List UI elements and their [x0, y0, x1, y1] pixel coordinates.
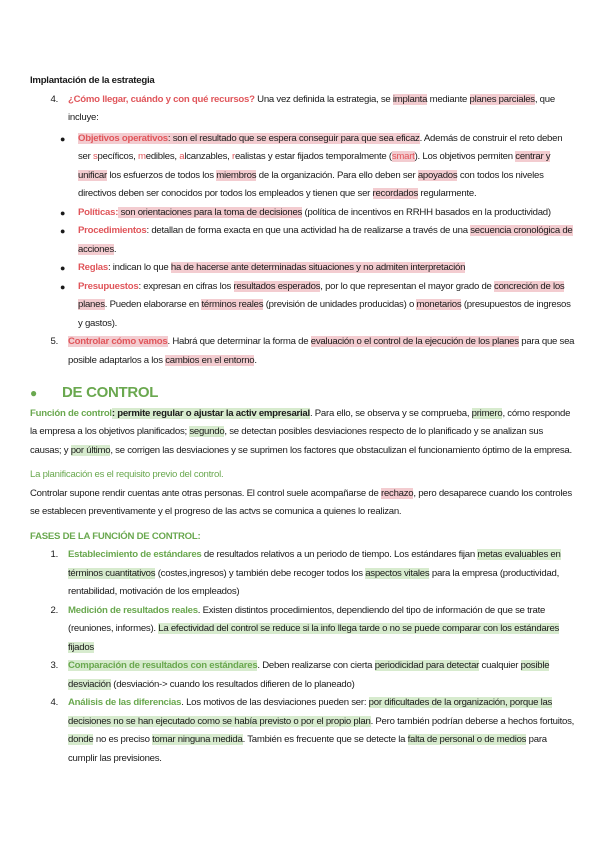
control-paragraph-1: Función de control: permite regular o ajustar la activ empresarial. Para ello, se observa y se comprueba, primero, cómo responde la empresa a los objetivos planificados; segundo, se detectan posibles desviaciones respecto de lo planificado y se analizan sus causas; y por último, se corrigen las desviaciones y se suprimen los factores que obstaculizan el funcionamiento óptimo de la empresa. — [30, 407, 572, 456]
item-number: 4. — [50, 697, 58, 708]
control-paragraph-3: Controlar supone rendir cuentas ante otras personas. El control suele acompañarse de rechazo, pero desaparece cuando los controles se establecen preventivamente y el progreso de las actvs se comunica a quienes lo realizan. — [30, 487, 572, 517]
item-label: Análisis de las diferencias — [68, 697, 182, 708]
item-label: Controlar cómo vamos — [68, 336, 168, 347]
bullet-dot: ● — [60, 263, 66, 273]
list-item-4 — [30, 91, 575, 128]
bullet-label: Presupuestos — [78, 280, 139, 292]
fase-2 — [30, 602, 575, 658]
control-heading — [30, 384, 575, 403]
bullet-procedimientos — [30, 222, 575, 259]
item-number: 4. — [50, 93, 58, 105]
item-label: Medición de resultados reales — [68, 604, 198, 616]
item-text: ¿Cómo llegar, cuándo y con qué recursos? Una vez definida la estrategia, se implanta mediante planes parciales, que incluye: — [68, 93, 555, 123]
fase-4 — [30, 694, 575, 768]
bullet-text: Reglas: indican lo que ha de hacerse ante determinadas situaciones y no admiten interpretación — [78, 262, 466, 273]
item-text: Controlar cómo vamos. Habrá que determinar la forma de evaluación o el control de la ejecución de los planes para que sea posible adaptarlos a los cambios en el entorno. — [68, 336, 575, 366]
bullet-text: Políticas: son orientaciones para la toma de decisiones (política de incentivos en RRHH basados en la productividad) — [78, 206, 551, 218]
item-number: 1. — [50, 549, 58, 560]
bullet-dot: ● — [60, 226, 66, 236]
item-text: Medición de resultados reales. Existen distintos procedimientos, dependiendo del tipo de información de que se trate (reuniones, informes). La efectividad del control se reduce si la info llega tarde o no se puede comparar con los estándares fijados — [68, 604, 560, 653]
bullet-text: Procedimientos: detallan de forma exacta en que una actividad ha de realizarse a través de una secuencia cronológica de acciones. — [78, 225, 573, 255]
item-label: Comparación de resultados con estándares — [68, 660, 258, 671]
item-label: Establecimiento de estándares — [68, 549, 202, 560]
bullet-dot: ● — [60, 207, 66, 218]
bullet-presupuestos — [30, 278, 575, 334]
list-item-5 — [30, 333, 575, 370]
bullet-label: Objetivos operativos — [78, 132, 168, 144]
item-text: Comparación de resultados con estándares. Deben realizarse con cierta periodicidad para detectar cualquier posible desviación (desviación-> cuando los resultados difieren de lo planeado) — [68, 660, 550, 690]
bullet-dot: ● — [60, 133, 66, 144]
bullet-label: Procedimientos — [78, 225, 147, 236]
bullet-reglas — [30, 259, 575, 278]
fases-title: FASES DE LA FUNCIÓN DE CONTROL: — [30, 530, 201, 542]
item-number: 2. — [50, 604, 58, 616]
item-text: Establecimiento de estándares de resultados relativos a un periodo de tiempo. Los estándares fijan metas evaluables en términos cuantitativos (costes,ingresos) y también debe recoger todos los aspectos vitales para la empresa (productividad, rentabilidad, motivación de los empleados) — [68, 549, 561, 597]
fase-1 — [30, 546, 575, 602]
section-title: Implantación de la estrategia — [30, 75, 155, 86]
item-number: 3. — [50, 660, 58, 671]
bullet-politicas — [30, 204, 575, 223]
item-text: Análisis de las diferencias. Los motivos de las desviaciones pueden ser: por dificultades de la organización, porque las decisiones no se han ejecutado como se había previsto o por el propio plan. Pero también podrían deberse a hechos fortuitos, donde no es preciso tomar ninguna medida. También es frecuente que se detecte la falta de personal o de medios para cumplir las previsiones. — [68, 697, 575, 764]
document-body — [30, 72, 575, 768]
bullet-objetivos — [30, 130, 575, 204]
fase-3 — [30, 657, 575, 694]
bullet-text: Presupuestos: expresan en cifras los resultados esperados, por lo que representan el mayor grado de concreción de los planes. Pueden elaborarse en términos reales (previsión de unidades producidas) o monetarios (presupuestos de ingresos y gastos). — [78, 280, 571, 329]
item-number: 5. — [50, 336, 58, 347]
highlight: planes parciales — [469, 93, 535, 105]
bullet-label: Reglas — [78, 262, 108, 273]
highlight: implanta — [392, 93, 428, 105]
heading-text: DE CONTROL — [62, 384, 159, 401]
control-paragraph-2: La planificación es el requisito previo del control. — [30, 469, 224, 480]
item-question: ¿Cómo llegar, cuándo y con qué recursos? — [68, 93, 255, 105]
bullet-label: Políticas: — [78, 206, 119, 218]
paragraph-label: Función de control — [30, 407, 112, 419]
bullet-dot: ● — [60, 281, 66, 292]
bullet-text: Objetivos operativos: son el resultado que se espera conseguir para que sea eficaz. Además de construir el reto deben ser specíficos, medibles, alcanzables, realistas y estar fijados temporalmente (smart). Los objetivos permiten centrar y unificar los esfuerzos de todos los miembros de la organización. Para ello deben ser apoyados con todos los niveles directivos deben ser conocidos por todos los empleados y tienen que ser recordados regularmente. — [78, 132, 563, 199]
heading-bullet: ● — [30, 386, 37, 400]
